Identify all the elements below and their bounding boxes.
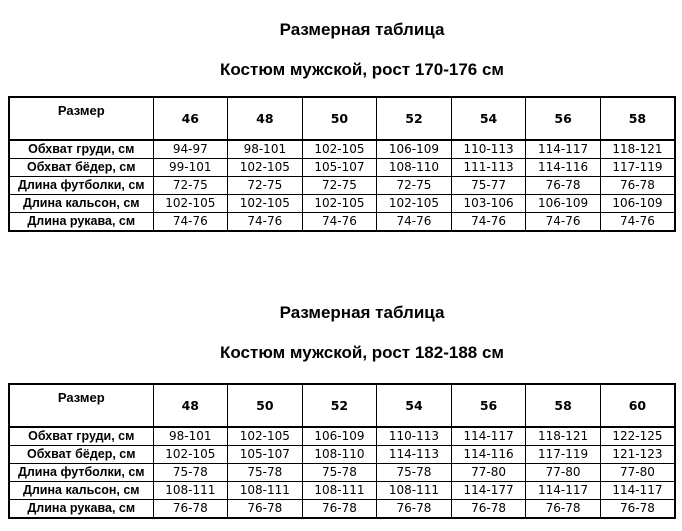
value-cell: 114-116	[451, 446, 526, 464]
section-titles	[21, 0, 682, 79]
value-cell: 74-76	[526, 213, 601, 232]
size-table	[8, 383, 676, 519]
value-cell: 110-113	[377, 427, 452, 446]
page-title: Размерная таблица	[279, 20, 445, 39]
value-cell: 108-110	[302, 446, 377, 464]
value-cell: 102-105	[228, 159, 303, 177]
size-header-label: Размер	[9, 97, 153, 140]
size-column-header: 50	[228, 384, 303, 427]
size-column-header: 52	[377, 97, 452, 140]
row-label-cell: Обхват бёдер, см	[9, 159, 153, 177]
value-cell: 98-101	[153, 427, 228, 446]
value-cell: 76-78	[302, 500, 377, 519]
table-row	[9, 500, 675, 519]
value-cell: 76-78	[377, 500, 452, 519]
value-cell: 114-117	[526, 140, 601, 159]
value-cell: 102-105	[153, 446, 228, 464]
value-cell: 76-78	[600, 177, 675, 195]
value-cell: 72-75	[153, 177, 228, 195]
value-cell: 72-75	[302, 177, 377, 195]
size-column-header: 52	[302, 384, 377, 427]
size-column-header: 54	[451, 97, 526, 140]
value-cell: 117-119	[526, 446, 601, 464]
value-cell: 75-77	[451, 177, 526, 195]
row-label-cell: Длина футболки, см	[9, 177, 153, 195]
table-row	[9, 482, 675, 500]
row-label-cell: Длина рукава, см	[9, 500, 153, 519]
size-column-header: 46	[153, 97, 228, 140]
value-cell: 74-76	[228, 213, 303, 232]
value-cell: 72-75	[228, 177, 303, 195]
table-row	[9, 427, 675, 446]
value-cell: 72-75	[377, 177, 452, 195]
value-cell: 108-111	[228, 482, 303, 500]
value-cell: 102-105	[302, 195, 377, 213]
size-column-header: 50	[302, 97, 377, 140]
value-cell: 74-76	[302, 213, 377, 232]
value-cell: 114-117	[600, 482, 675, 500]
size-column-header: 48	[228, 97, 303, 140]
value-cell: 76-78	[526, 500, 601, 519]
section-titles	[21, 232, 682, 362]
value-cell: 77-80	[451, 464, 526, 482]
value-cell: 98-101	[228, 140, 303, 159]
value-cell: 106-109	[377, 140, 452, 159]
value-cell: 118-121	[600, 140, 675, 159]
table-row	[9, 213, 675, 232]
size-section-170-176	[0, 0, 682, 232]
size-header-label: Размер	[9, 384, 153, 427]
header-row	[9, 384, 675, 427]
value-cell: 102-105	[153, 195, 228, 213]
row-label-cell: Обхват бёдер, см	[9, 446, 153, 464]
section-subtitle: Костюм мужской, рост 182-188 см	[220, 343, 504, 362]
value-cell: 75-78	[228, 464, 303, 482]
row-label-cell: Длина кальсон, см	[9, 195, 153, 213]
table-row	[9, 464, 675, 482]
value-cell: 76-78	[526, 177, 601, 195]
value-cell: 118-121	[526, 427, 601, 446]
value-cell: 121-123	[600, 446, 675, 464]
value-cell: 74-76	[600, 213, 675, 232]
value-cell: 106-109	[526, 195, 601, 213]
value-cell: 77-80	[526, 464, 601, 482]
value-cell: 102-105	[302, 140, 377, 159]
value-cell: 114-116	[526, 159, 601, 177]
value-cell: 108-111	[377, 482, 452, 500]
value-cell: 103-106	[451, 195, 526, 213]
value-cell: 75-78	[302, 464, 377, 482]
table-row	[9, 446, 675, 464]
value-cell: 110-113	[451, 140, 526, 159]
size-table	[8, 96, 676, 232]
value-cell: 102-105	[377, 195, 452, 213]
value-cell: 94-97	[153, 140, 228, 159]
row-label-cell: Длина футболки, см	[9, 464, 153, 482]
size-column-header: 56	[451, 384, 526, 427]
value-cell: 122-125	[600, 427, 675, 446]
value-cell: 75-78	[377, 464, 452, 482]
value-cell: 76-78	[451, 500, 526, 519]
size-column-header: 60	[600, 384, 675, 427]
value-cell: 105-107	[228, 446, 303, 464]
table-row	[9, 195, 675, 213]
value-cell: 102-105	[228, 195, 303, 213]
value-cell: 108-111	[153, 482, 228, 500]
row-label-cell: Обхват груди, см	[9, 140, 153, 159]
value-cell: 99-101	[153, 159, 228, 177]
value-cell: 76-78	[600, 500, 675, 519]
value-cell: 114-177	[451, 482, 526, 500]
value-cell: 74-76	[153, 213, 228, 232]
value-cell: 114-113	[377, 446, 452, 464]
size-column-header: 58	[600, 97, 675, 140]
value-cell: 105-107	[302, 159, 377, 177]
value-cell: 106-109	[302, 427, 377, 446]
table-row	[9, 177, 675, 195]
value-cell: 108-110	[377, 159, 452, 177]
value-cell: 114-117	[451, 427, 526, 446]
section-subtitle: Костюм мужской, рост 170-176 см	[220, 60, 504, 79]
size-column-header: 56	[526, 97, 601, 140]
value-cell: 117-119	[600, 159, 675, 177]
size-column-header: 54	[377, 384, 452, 427]
row-label-cell: Длина кальсон, см	[9, 482, 153, 500]
row-label-cell: Длина рукава, см	[9, 213, 153, 232]
value-cell: 75-78	[153, 464, 228, 482]
size-column-header: 58	[526, 384, 601, 427]
table-row	[9, 159, 675, 177]
value-cell: 74-76	[377, 213, 452, 232]
value-cell: 108-111	[302, 482, 377, 500]
value-cell: 74-76	[451, 213, 526, 232]
value-cell: 77-80	[600, 464, 675, 482]
size-section-182-188	[0, 232, 682, 519]
value-cell: 102-105	[228, 427, 303, 446]
value-cell: 111-113	[451, 159, 526, 177]
value-cell: 106-109	[600, 195, 675, 213]
size-column-header: 48	[153, 384, 228, 427]
header-row	[9, 97, 675, 140]
page-title: Размерная таблица	[279, 303, 445, 322]
row-label-cell: Обхват груди, см	[9, 427, 153, 446]
value-cell: 76-78	[228, 500, 303, 519]
table-row	[9, 140, 675, 159]
value-cell: 114-117	[526, 482, 601, 500]
value-cell: 76-78	[153, 500, 228, 519]
